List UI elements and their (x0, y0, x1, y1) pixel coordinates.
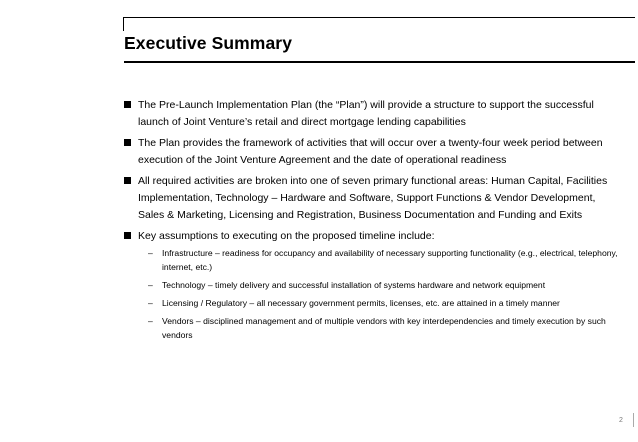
sub-item-vendors (138, 314, 624, 342)
bullet-text: All required activities are broken into one of seven primary functional areas: Human Capital, Facilities Implementation, Technology – Hardware and Software, Support Functions & Vendor Development, Sales & Marketing, Licensing and Registration, Business Documentation and Funding and Exits (138, 175, 608, 221)
page-number-rule (633, 413, 634, 427)
bullet-text: The Plan provides the framework of activities that will occur over a twenty-four week period between execution of the Joint Venture Agreement and the date of operational readiness (138, 137, 603, 166)
dash-bullet-icon: – (148, 280, 153, 290)
bullet-item-key-assumptions (124, 228, 624, 342)
sub-item-licensing (138, 296, 624, 310)
square-bullet-icon (124, 177, 131, 184)
square-bullet-icon (124, 139, 131, 146)
bullet-text: The Pre-Launch Implementation Plan (the “Plan”) will provide a structure to support the successful launch of Joint Venture’s retail and direct mortgage lending capabilities (138, 99, 594, 128)
header-corner-mark (123, 17, 124, 31)
sub-item-technology (138, 278, 624, 292)
dash-bullet-icon: – (148, 248, 153, 258)
sub-bullet-text: Licensing / Regulatory – all necessary government permits, licenses, etc. are attained in a timely manner (162, 298, 560, 308)
sub-bullet-text: Technology – timely delivery and successful installation of systems hardware and network equipment (162, 280, 546, 290)
square-bullet-icon (124, 101, 131, 108)
summary-bullet-list (124, 97, 624, 346)
sub-item-infrastructure (138, 246, 624, 274)
bullet-item-plan-framework (124, 135, 624, 169)
bullet-item-functional-areas (124, 173, 624, 224)
bullet-text: Key assumptions to executing on the proposed timeline include: (138, 230, 435, 242)
title-underline (124, 61, 635, 63)
sub-bullet-text: Infrastructure – readiness for occupancy and availability of necessary supporting functionality (e.g., electrical, telephony, internet, etc.) (162, 248, 618, 272)
page-title: Executive Summary (124, 33, 293, 53)
bullet-item-plan-structure (124, 97, 624, 131)
sub-bullet-text: Vendors – disciplined management and of multiple vendors with key interdependencies and timely execution by such vendors (162, 316, 606, 340)
page-number: 2 (619, 417, 623, 424)
assumptions-sub-list (138, 246, 624, 342)
square-bullet-icon (124, 232, 131, 239)
dash-bullet-icon: – (148, 316, 153, 326)
dash-bullet-icon: – (148, 298, 153, 308)
header-top-rule (123, 17, 635, 18)
